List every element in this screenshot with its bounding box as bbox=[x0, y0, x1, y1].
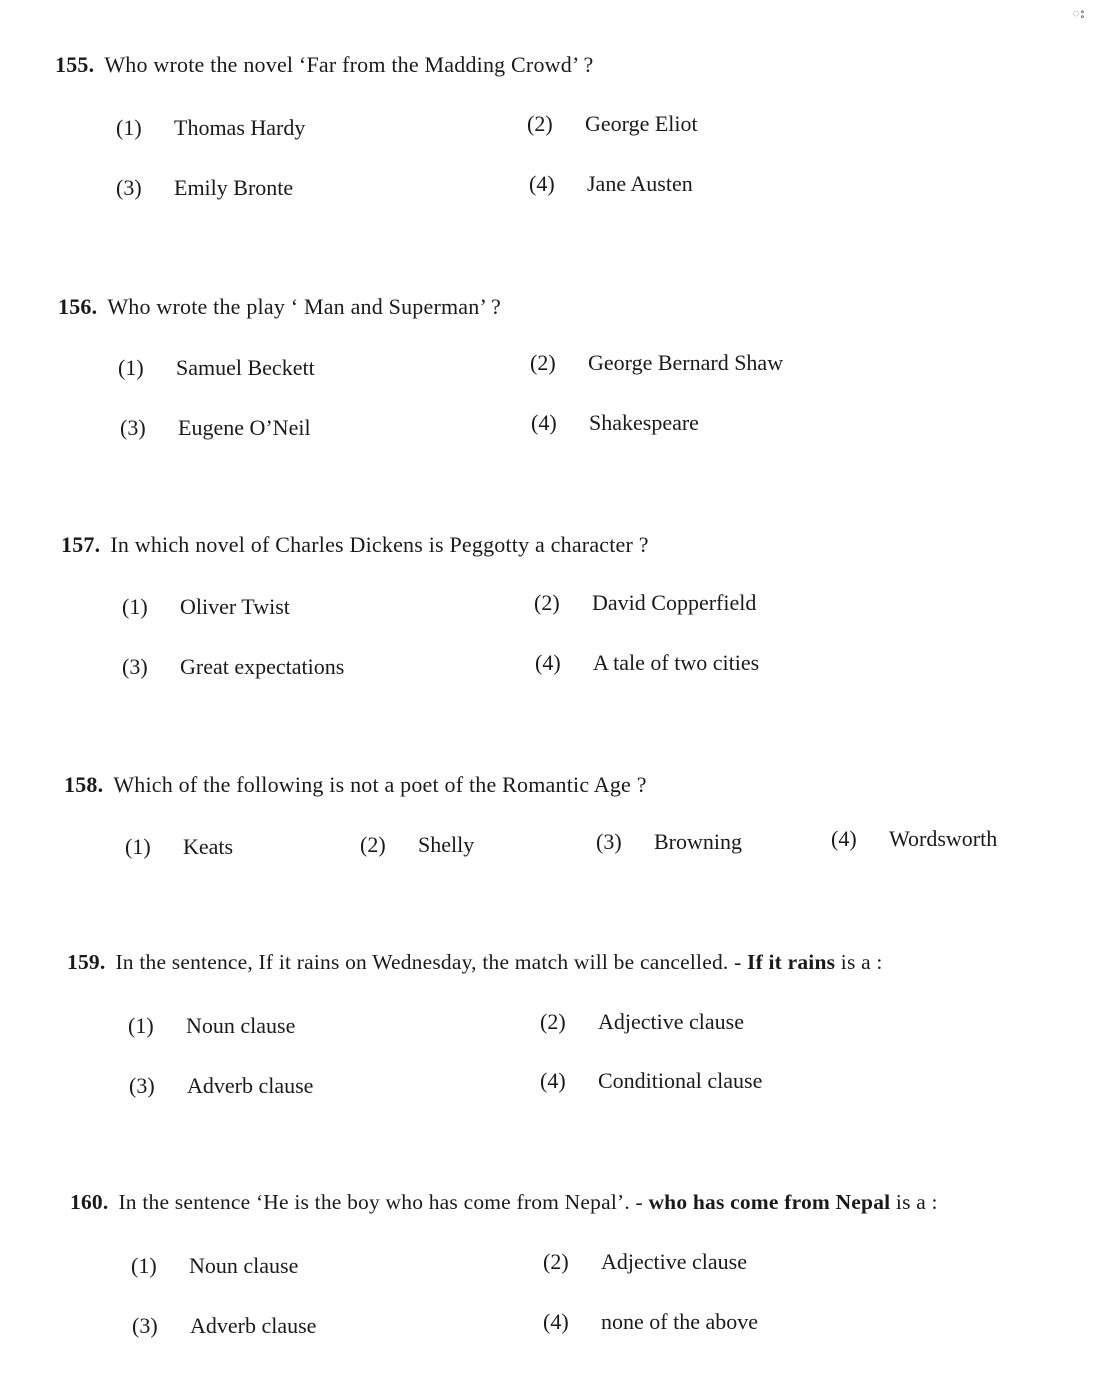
question-text: Who wrote the novel ‘Far from the Madding Crowd’ ? bbox=[104, 52, 594, 77]
question-number: 155. bbox=[55, 52, 95, 77]
question-text-bold: If it rains bbox=[747, 950, 836, 974]
option-2 bbox=[534, 590, 756, 616]
question-number: 158. bbox=[64, 772, 104, 797]
option-number: (4) bbox=[543, 1309, 569, 1334]
option-number: (2) bbox=[360, 832, 386, 857]
option-text: Oliver Twist bbox=[180, 594, 290, 619]
option-text: Adjective clause bbox=[598, 1009, 744, 1034]
option-text: Thomas Hardy bbox=[174, 115, 306, 140]
option-number: (2) bbox=[530, 350, 556, 375]
question-text-before: In the sentence, If it rains on Wednesday, the match will be cancelled. - bbox=[115, 950, 747, 974]
option-4 bbox=[529, 171, 693, 197]
option-text: Adverb clause bbox=[190, 1313, 317, 1338]
question-number: 156. bbox=[58, 294, 98, 319]
option-number: (1) bbox=[116, 115, 142, 140]
option-text: Emily Bronte bbox=[174, 175, 294, 200]
option-4 bbox=[831, 826, 997, 852]
question-stem bbox=[55, 52, 594, 78]
option-3 bbox=[120, 415, 311, 441]
question-stem bbox=[64, 772, 647, 798]
option-number: (3) bbox=[129, 1073, 155, 1098]
option-3 bbox=[122, 654, 344, 680]
option-1 bbox=[131, 1253, 298, 1279]
option-3 bbox=[596, 829, 742, 855]
option-text: Jane Austen bbox=[587, 171, 693, 196]
option-text: Shakespeare bbox=[589, 410, 699, 435]
option-number: (1) bbox=[131, 1253, 157, 1278]
question-text: Which of the following is not a poet of the Romantic Age ? bbox=[113, 772, 647, 797]
option-text: Browning bbox=[654, 829, 742, 854]
question-number: 160. bbox=[70, 1190, 109, 1214]
question-text-before: In the sentence ‘He is the boy who has come from Nepal’. - bbox=[118, 1190, 649, 1214]
question-stem bbox=[70, 1190, 938, 1215]
option-text: none of the above bbox=[601, 1309, 758, 1334]
option-text: Shelly bbox=[418, 832, 475, 857]
option-text: Wordsworth bbox=[889, 826, 998, 851]
option-number: (3) bbox=[596, 829, 622, 854]
option-4 bbox=[531, 410, 699, 436]
question-text-after: is a : bbox=[835, 950, 883, 974]
option-4 bbox=[543, 1309, 758, 1335]
option-3 bbox=[132, 1313, 316, 1339]
question-text: Who wrote the play ‘ Man and Superman’ ? bbox=[107, 294, 501, 319]
question-stem bbox=[61, 532, 649, 558]
option-text: David Copperfield bbox=[592, 590, 757, 615]
option-number: (2) bbox=[534, 590, 560, 615]
option-3 bbox=[129, 1073, 313, 1099]
question-stem bbox=[67, 950, 883, 975]
option-text: Noun clause bbox=[189, 1253, 299, 1278]
option-number: (1) bbox=[125, 834, 151, 859]
option-4 bbox=[540, 1068, 762, 1094]
option-text: Conditional clause bbox=[598, 1068, 763, 1093]
option-number: (2) bbox=[543, 1249, 569, 1274]
option-text: Great expectations bbox=[180, 654, 345, 679]
option-number: (4) bbox=[540, 1068, 566, 1093]
question-text: In which novel of Charles Dickens is Peggotty a character ? bbox=[110, 532, 649, 557]
question-stem bbox=[58, 294, 501, 320]
option-number: (1) bbox=[118, 355, 144, 380]
option-4 bbox=[535, 650, 759, 676]
option-number: (2) bbox=[527, 111, 553, 136]
option-1 bbox=[125, 834, 233, 860]
option-text: George Eliot bbox=[585, 111, 698, 136]
option-1 bbox=[116, 115, 305, 141]
corner-mark: ះ bbox=[1072, 7, 1085, 21]
option-3 bbox=[116, 175, 293, 201]
option-2 bbox=[530, 350, 783, 376]
option-number: (3) bbox=[120, 415, 146, 440]
question-text-after: is a : bbox=[890, 1190, 938, 1214]
question-number: 157. bbox=[61, 532, 101, 557]
option-1 bbox=[128, 1013, 295, 1039]
option-number: (4) bbox=[535, 650, 561, 675]
option-text: Samuel Beckett bbox=[176, 355, 315, 380]
option-2 bbox=[527, 111, 698, 137]
option-2 bbox=[540, 1009, 744, 1035]
option-number: (1) bbox=[128, 1013, 154, 1038]
option-text: Adjective clause bbox=[601, 1249, 747, 1274]
option-1 bbox=[118, 355, 315, 381]
option-number: (4) bbox=[531, 410, 557, 435]
option-text: Keats bbox=[183, 834, 234, 859]
option-number: (2) bbox=[540, 1009, 566, 1034]
option-1 bbox=[122, 594, 290, 620]
option-number: (3) bbox=[122, 654, 148, 679]
option-text: Noun clause bbox=[186, 1013, 296, 1038]
option-2 bbox=[360, 832, 474, 858]
option-number: (3) bbox=[132, 1313, 158, 1338]
question-text-bold: who has come from Nepal bbox=[648, 1190, 891, 1214]
option-number: (4) bbox=[831, 826, 857, 851]
option-text: George Bernard Shaw bbox=[588, 350, 784, 375]
option-number: (4) bbox=[529, 171, 555, 196]
question-number: 159. bbox=[67, 950, 106, 974]
option-text: Adverb clause bbox=[187, 1073, 314, 1098]
option-2 bbox=[543, 1249, 747, 1275]
option-text: A tale of two cities bbox=[593, 650, 760, 675]
option-text: Eugene O’Neil bbox=[178, 415, 311, 440]
option-number: (1) bbox=[122, 594, 148, 619]
option-number: (3) bbox=[116, 175, 142, 200]
